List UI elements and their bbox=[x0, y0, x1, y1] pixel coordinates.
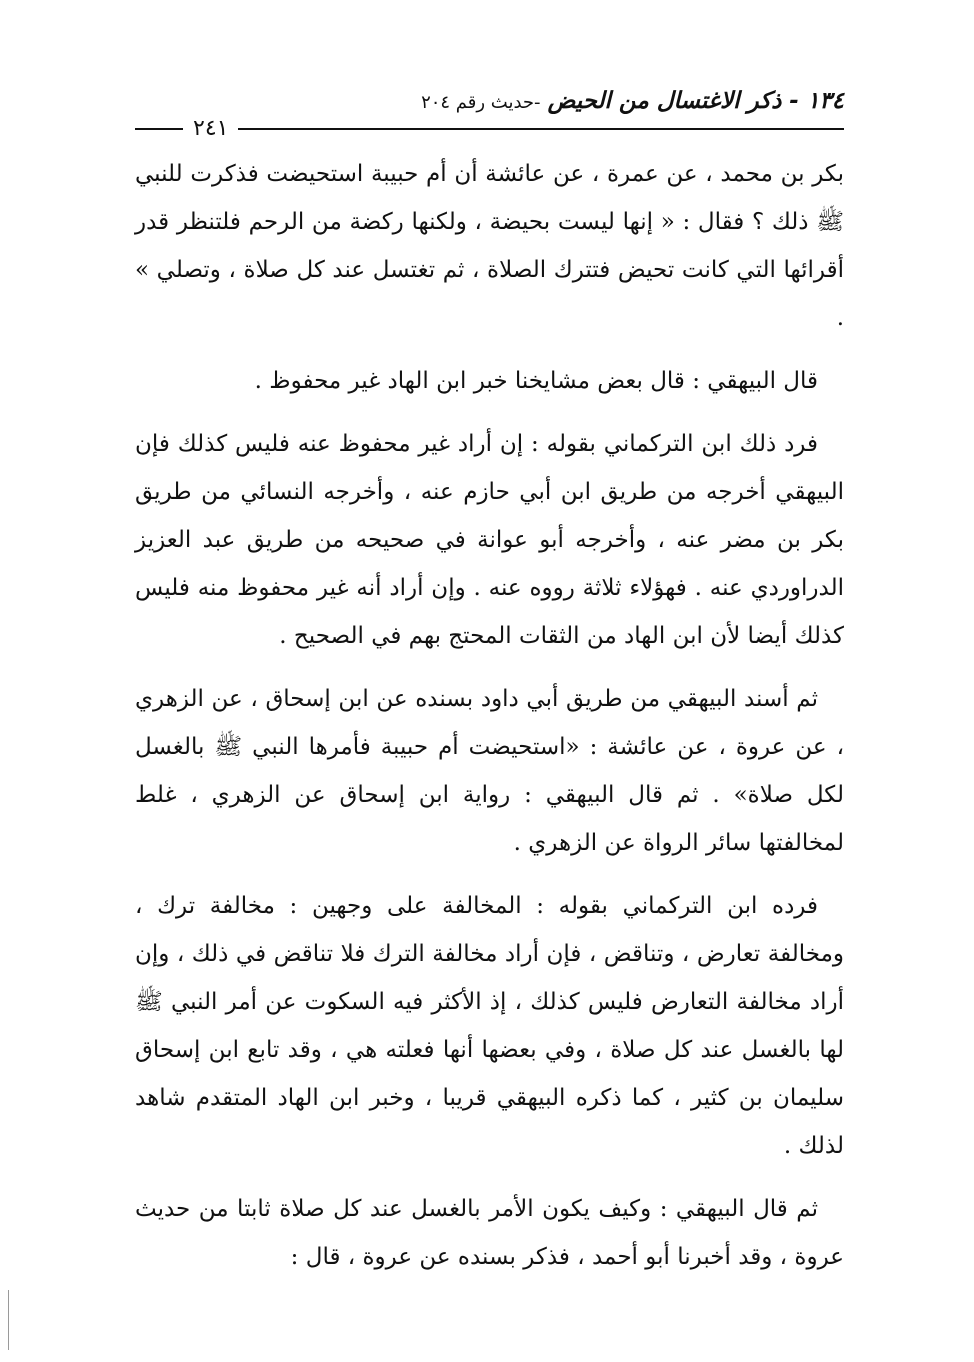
paragraph-turkmani-reply-2: فرده ابن التركماني بقوله : المخالفة على وجهين : مخالفة ترك ، ومخالفة تعارض ، وتناقض ، فإن أراد مخالفة الترك فلا تناقض في ذلك ، وإن أراد مخالفة التعارض فليس كذلك ، إذ الأكثر فيه السكوت عن أمر النبي ﷺ لها بالغسل عند كل صلاة ، وفي بعضها أنها فعلته هي ، وقد تابع ابن إسحاق سليمان بن كثير ، كما ذكره البيهقي قريبا ، وخبر ابن الهاد المتقدم شاهد لذلك . bbox=[135, 893, 844, 1159]
paragraph-hadith-continuation: بكر بن محمد ، عن عمرة ، عن عائشة أن أم حبيبة استحيضت فذكرت للنبي ﷺ ذلك ؟ فقال : « إنها ليست بحيضة ، ولكنها ركضة من الرحم فلتنظر قدر أقرائها التي كانت تحيض فتترك الصلاة ، ثم تغتسل عند كل صلاة ، وتصلي » . bbox=[135, 161, 844, 331]
paragraph-turkmani-reply-1: فرد ذلك ابن التركماني بقوله : إن أراد غير محفوظ عنه فليس كذلك فإن البيهقي أخرجه من طريق ابن أبي حازم عنه ، وأخرجه النسائي من طريق بكر بن مضر عنه ، وأخرجه أبو عوانة في صحيحه من طريق عبد العزيز الدراوردي عنه . فهؤلاء ثلاثة رووه عنه . وإن أراد أنه غير محفوظ منه فليس كذلك أيضا لأن ابن الهاد من الثقات المحتج بهم في الصحيح . bbox=[135, 431, 844, 649]
page-header bbox=[135, 82, 844, 142]
paragraph-bayhaqi-isnad: ثم أسند البيهقي من طريق أبي داود بسنده عن ابن إسحاق ، عن الزهري ، عن عروة ، عن عائشة : «استحيضت أم حبيبة فأمرها النبي ﷺ بالغسل لكل صلاة» . ثم قال البيهقي : رواية ابن إسحاق عن الزهري ، غلط لمخالفتها سائر الرواة عن الزهري . bbox=[135, 686, 844, 856]
paragraph-bayhaqi-question: ثم قال البيهقي : وكيف يكون الأمر بالغسل عند كل صلاة ثابتا من حديث عروة ، وقد أخبرنا أبو أحمد ، فذكر بسنده عن عروة ، قال : bbox=[135, 1196, 844, 1270]
page-number: ٢٤١ bbox=[183, 116, 238, 141]
paragraph-bayhaqi-remark: قال البيهقي : قال بعض مشايخنا خبر ابن الهاد غير محفوظ . bbox=[254, 368, 818, 394]
header-rule bbox=[135, 128, 844, 130]
hadith-reference: -حديث رقم ٢٠٤ bbox=[421, 92, 541, 113]
scan-margin-line bbox=[8, 1290, 9, 1350]
chapter-title: ١٣٤ - ذكر الاغتسال من الحيض bbox=[547, 88, 844, 114]
page-body bbox=[135, 150, 844, 1296]
running-title bbox=[421, 88, 844, 114]
